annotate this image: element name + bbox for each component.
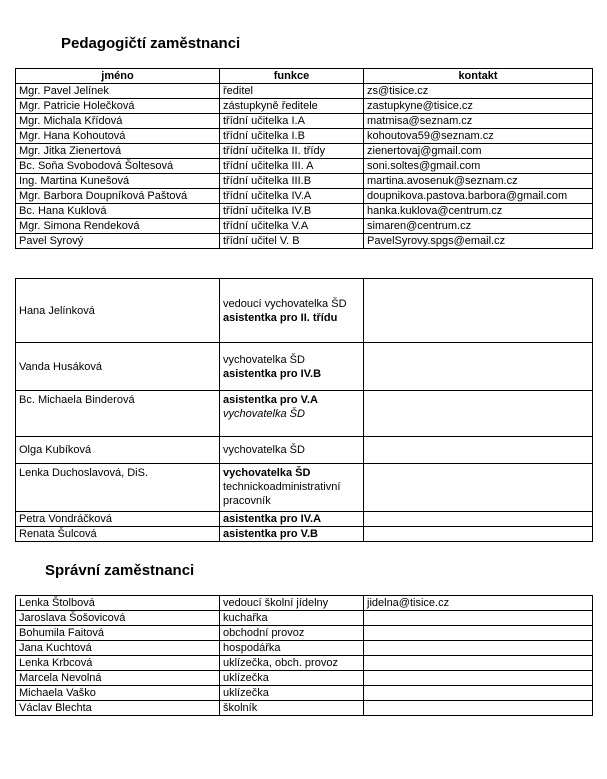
role-line: vychovatelka ŠD	[223, 408, 305, 420]
staff-contact: jidelna@tisice.cz	[364, 596, 593, 611]
staff-role	[220, 512, 364, 527]
staff-role: obchodní provoz	[220, 626, 364, 641]
staff-name: Pavel Syrový	[16, 234, 220, 249]
staff-role: třídní učitelka IV.B	[220, 204, 364, 219]
staff-name: Jaroslava Šošovicová	[16, 611, 220, 626]
staff-role: uklízečka, obch. provoz	[220, 656, 364, 671]
staff-name: Lenka Krbcová	[16, 656, 220, 671]
staff-contact: soni.soltes@gmail.com	[364, 159, 593, 174]
role-line: asistentka pro V.A	[223, 394, 318, 406]
staff-role: třídní učitelka I.A	[220, 114, 364, 129]
table-row	[16, 99, 593, 114]
table-row	[16, 464, 593, 512]
staff-contact	[364, 626, 593, 641]
administrative-table	[15, 595, 593, 716]
table-row	[16, 234, 593, 249]
table-row	[16, 129, 593, 144]
staff-contact	[364, 279, 593, 343]
table-row	[16, 279, 593, 343]
staff-contact	[364, 512, 593, 527]
staff-name: Mgr. Michala Křídová	[16, 114, 220, 129]
staff-contact: matmisa@seznam.cz	[364, 114, 593, 129]
staff-role	[220, 343, 364, 391]
pedagogical-table	[15, 68, 593, 249]
table-row	[16, 437, 593, 464]
staff-name: Ing. Martina Kunešová	[16, 174, 220, 189]
staff-name: Bc. Hana Kuklová	[16, 204, 220, 219]
staff-role: zástupkyně ředitele	[220, 99, 364, 114]
staff-name: Bc. Michaela Binderová	[16, 391, 220, 437]
table-row	[16, 512, 593, 527]
staff-role: hospodářka	[220, 641, 364, 656]
staff-contact: zastupkyne@tisice.cz	[364, 99, 593, 114]
staff-contact: zienertovaj@gmail.com	[364, 144, 593, 159]
staff-name: Bc. Soňa Svobodová Šoltesová	[16, 159, 220, 174]
staff-role: ředitel	[220, 84, 364, 99]
staff-name: Lenka Štolbová	[16, 596, 220, 611]
staff-role	[220, 464, 364, 512]
table-row	[16, 189, 593, 204]
staff-contact: doupnikova.pastova.barbora@gmail.com	[364, 189, 593, 204]
pedagogical-heading: Pedagogičtí zaměstnanci	[61, 35, 241, 52]
staff-name: Olga Kubíková	[16, 437, 220, 464]
staff-contact: PavelSyrovy.spgs@email.cz	[364, 234, 593, 249]
staff-contact: hanka.kuklova@centrum.cz	[364, 204, 593, 219]
staff-name: Bohumila Faitová	[16, 626, 220, 641]
staff-role: třídní učitel V. B	[220, 234, 364, 249]
header-contact: kontakt	[364, 69, 593, 84]
table-row	[16, 596, 593, 611]
table-row	[16, 84, 593, 99]
staff-contact: simaren@centrum.cz	[364, 219, 593, 234]
staff-name: Mgr. Patricie Holečková	[16, 99, 220, 114]
staff-role	[220, 527, 364, 542]
staff-contact	[364, 671, 593, 686]
staff-role: třídní učitelka V.A	[220, 219, 364, 234]
staff-role: třídní učitelka I.B	[220, 129, 364, 144]
staff-name: Mgr. Barbora Doupníková Paštová	[16, 189, 220, 204]
staff-contact	[364, 464, 593, 512]
staff-role: třídní učitelka III. A	[220, 159, 364, 174]
staff-role: třídní učitelka II. třídy	[220, 144, 364, 159]
staff-contact	[364, 527, 593, 542]
staff-contact	[364, 656, 593, 671]
staff-contact: kohoutova59@seznam.cz	[364, 129, 593, 144]
table-row	[16, 391, 593, 437]
staff-role	[220, 437, 364, 464]
role-line: vedoucí vychovatelka ŠD	[223, 297, 347, 310]
staff-contact	[364, 343, 593, 391]
staff-name: Michaela Vaško	[16, 686, 220, 701]
table-row	[16, 527, 593, 542]
staff-contact	[364, 437, 593, 464]
staff-name: Mgr. Hana Kohoutová	[16, 129, 220, 144]
table-row	[16, 343, 593, 391]
table-row	[16, 174, 593, 189]
staff-name: Vanda Husáková	[16, 343, 220, 391]
staff-name: Mgr. Simona Rendeková	[16, 219, 220, 234]
staff-contact	[364, 701, 593, 716]
header-role: funkce	[220, 69, 364, 84]
staff-name: Hana Jelínková	[16, 279, 220, 343]
staff-role	[220, 279, 364, 343]
role-line: asistentka pro IV.A	[223, 513, 322, 525]
role-line: vychovatelka ŠD	[223, 444, 305, 456]
staff-role	[220, 391, 364, 437]
staff-contact	[364, 611, 593, 626]
table-row	[16, 159, 593, 174]
table-row	[16, 204, 593, 219]
table-header-row	[16, 69, 593, 84]
staff-name: Mgr. Jitka Zienertová	[16, 144, 220, 159]
role-line: asistentka pro II. třídu	[223, 311, 338, 324]
table-row	[16, 641, 593, 656]
table-row	[16, 656, 593, 671]
staff-name: Mgr. Pavel Jelínek	[16, 84, 220, 99]
staff-contact	[364, 391, 593, 437]
staff-name: Petra Vondráčková	[16, 512, 220, 527]
table-row	[16, 219, 593, 234]
table-row	[16, 114, 593, 129]
staff-name: Lenka Duchoslavová, DiS.	[16, 464, 220, 512]
role-line: pracovník	[223, 495, 271, 507]
staff-name: Marcela Nevolná	[16, 671, 220, 686]
table-row	[16, 671, 593, 686]
administrative-heading: Správní zaměstnanci	[45, 562, 195, 579]
staff-name: Václav Blechta	[16, 701, 220, 716]
assistants-table	[15, 278, 593, 542]
staff-role: uklízečka	[220, 671, 364, 686]
header-name: jméno	[16, 69, 220, 84]
table-row	[16, 626, 593, 641]
role-line: asistentka pro IV.B	[223, 367, 322, 380]
role-line: vychovatelka ŠD	[223, 353, 305, 366]
staff-name: Jana Kuchtová	[16, 641, 220, 656]
staff-contact	[364, 641, 593, 656]
table-row	[16, 144, 593, 159]
staff-contact	[364, 686, 593, 701]
role-line: asistentka pro V.B	[223, 528, 318, 540]
staff-name: Renata Šulcová	[16, 527, 220, 542]
table-row	[16, 686, 593, 701]
staff-role: uklízečka	[220, 686, 364, 701]
staff-role: třídní učitelka III.B	[220, 174, 364, 189]
role-line: technickoadministrativní	[223, 481, 341, 493]
staff-contact: martina.avosenuk@seznam.cz	[364, 174, 593, 189]
staff-role: třídní učitelka IV.A	[220, 189, 364, 204]
staff-role: vedoucí školní jídelny	[220, 596, 364, 611]
staff-contact: zs@tisice.cz	[364, 84, 593, 99]
table-row	[16, 611, 593, 626]
staff-role: kuchařka	[220, 611, 364, 626]
staff-role: školník	[220, 701, 364, 716]
table-row	[16, 701, 593, 716]
role-line: vychovatelka ŠD	[223, 467, 311, 479]
